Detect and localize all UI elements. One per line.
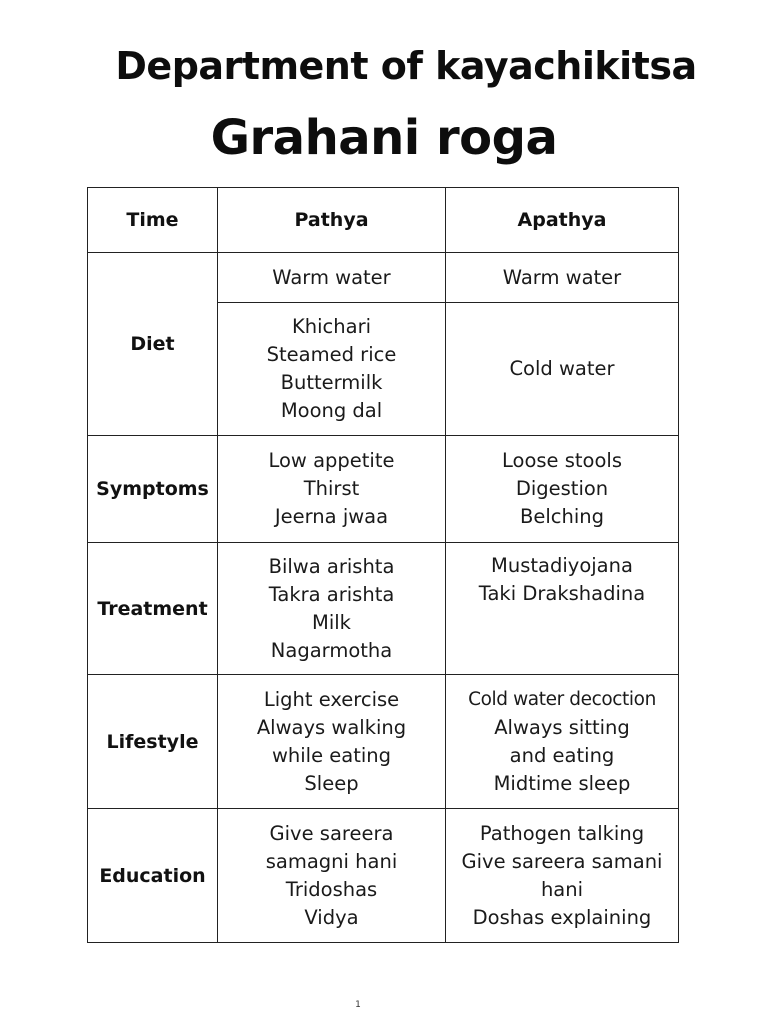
table-header-row: [88, 188, 679, 253]
cell-line: Mustadiyojana: [491, 554, 633, 577]
cell-line: Steamed rice: [266, 343, 397, 366]
row-label-symptoms: Symptoms: [88, 436, 218, 543]
cell-line: Loose stools: [502, 449, 622, 472]
treatment-apathya-cell: [446, 543, 679, 675]
cell-line: Nagarmotha: [270, 638, 393, 662]
cell-line: Cold water: [509, 357, 615, 380]
cell-line: Light exercise: [263, 687, 400, 711]
cell-line: while eating: [271, 743, 392, 767]
cell-line: Always walking: [256, 715, 407, 739]
education-pathya-cell: [218, 809, 446, 943]
column-header-time: Time: [88, 188, 218, 253]
cell-line: Sleep: [304, 771, 359, 795]
education-apathya-cell: [446, 809, 679, 943]
cell-line: Give sareera samani: [461, 849, 663, 873]
page-number: 1: [355, 1000, 361, 1010]
page-title: Grahani roga: [210, 110, 558, 166]
cell-line: Milk: [312, 610, 351, 634]
cell-line: Midtime sleep: [493, 771, 631, 795]
table-row-education: [88, 809, 679, 943]
cell-line: Give sareera: [269, 821, 394, 845]
table-row-symptoms: [88, 436, 679, 543]
cell-line: Warm water: [502, 265, 622, 289]
cell-line: Buttermilk: [280, 371, 383, 394]
cell-line: Tridoshas: [285, 877, 378, 901]
lifestyle-pathya-cell: [218, 675, 446, 809]
cell-line: Bilwa arishta: [268, 554, 395, 578]
cell-line: Always sitting: [494, 715, 630, 739]
cell-line: Khichari: [291, 315, 372, 338]
cell-line: samagni hani: [265, 849, 398, 873]
cell-line: Jeerna jwaa: [274, 505, 389, 528]
row-label-treatment: Treatment: [88, 543, 218, 675]
symptoms-pathya-cell: [218, 436, 446, 543]
table-row-lifestyle: [88, 675, 679, 809]
cell-line: Moong dal: [280, 399, 383, 422]
symptoms-apathya-cell: [446, 436, 679, 543]
cell-line: Thirst: [303, 477, 360, 500]
column-header-pathya: Pathya: [218, 188, 446, 253]
diet-pathya-cell-2: [218, 303, 446, 436]
cell-line: hani: [540, 877, 584, 901]
cell-line: Low appetite: [268, 449, 395, 472]
diet-apathya-cell-2: [446, 303, 679, 436]
treatment-pathya-cell: [218, 543, 446, 675]
cell-line: Digestion: [515, 477, 609, 500]
cell-line: Warm water: [272, 265, 391, 289]
diet-pathya-cell-1: [218, 253, 446, 303]
cell-line: Belching: [519, 505, 605, 528]
cell-line: and eating: [509, 743, 615, 767]
column-header-apathya: Apathya: [446, 188, 679, 253]
cell-line: Cold water decoction: [468, 688, 656, 710]
lifestyle-apathya-cell: [446, 675, 679, 809]
row-label-lifestyle: Lifestyle: [88, 675, 218, 809]
row-label-education: Education: [88, 809, 218, 943]
table-row-treatment: [88, 543, 679, 675]
row-label-diet: Diet: [88, 253, 218, 436]
cell-line: Takra arishta: [268, 582, 395, 606]
cell-line: Doshas explaining: [472, 905, 652, 929]
pathya-apathya-table: [87, 187, 679, 943]
department-title: Department of kayachikitsa: [115, 44, 697, 88]
cell-line: Taki Drakshadina: [478, 582, 646, 605]
table-row-diet-1: [88, 253, 679, 303]
cell-line: Vidya: [304, 905, 359, 929]
diet-apathya-cell-1: [446, 253, 679, 303]
cell-line: Pathogen talking: [479, 821, 645, 845]
